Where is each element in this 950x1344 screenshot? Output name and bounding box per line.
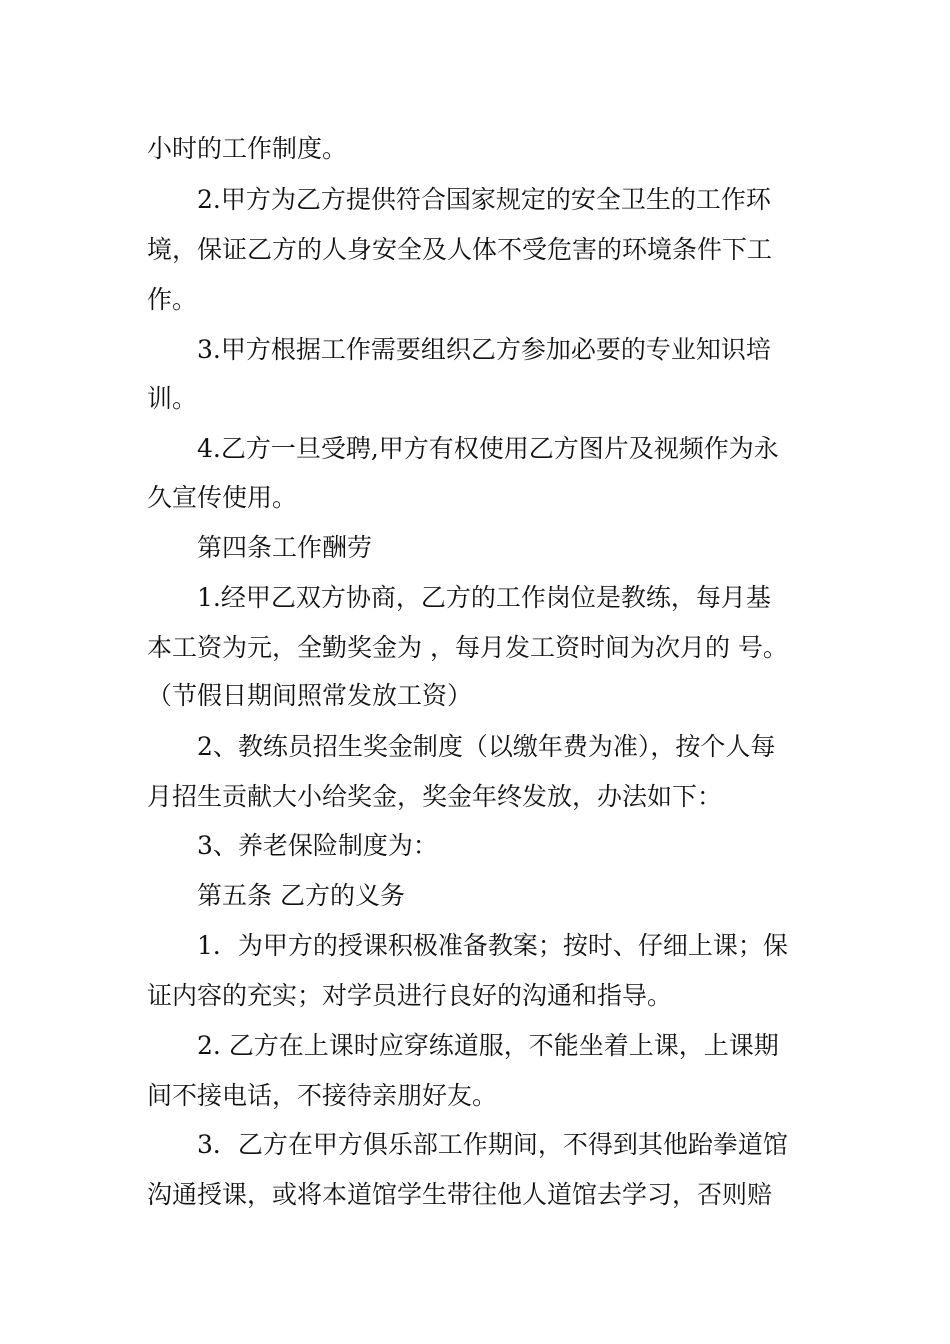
section-heading: 第五条 乙方的义务 [197,881,405,910]
text-line: 间不接电话，不接待亲朋好友。 [147,1081,498,1110]
text-line: 1.经甲乙双方协商，乙方的工作岗位是教练，每月基 [197,583,771,612]
text-line: 月招生贡献大小给奖金，奖金年终发放，办法如下： [147,782,723,811]
text-line: 本工资为元，全勤奖金为 ，每月发工资时间为次月的 号。 [147,633,788,662]
text-line: 境，保证乙方的人身安全及人体不受危害的环境条件下工 [147,235,773,264]
text-line: 2、教练员招生奖金制度（以缴年费为准），按个人每 [197,732,776,761]
text-line: 3、养老保险制度为： [197,831,438,860]
text-line: 3．乙方在甲方俱乐部工作期间，不得到其他跆拳道馆 [197,1130,788,1159]
text-line: 证内容的充实；对学员进行良好的沟通和指导。 [147,981,673,1010]
text-line: 小时的工作制度。 [147,134,348,163]
text-line: 4.乙方一旦受聘,甲方有权使用乙方图片及视频作为永 [197,434,779,463]
text-line: 1．为甲方的授课积极准备教案；按时、仔细上课；保 [197,931,788,960]
text-line: 2.甲方为乙方提供符合国家规定的安全卫生的工作环 [197,185,771,214]
text-line: （节假日期间照常发放工资） [147,681,473,710]
text-line: 作。 [147,285,198,314]
text-line: 3.甲方根据工作需要组织乙方参加必要的专业知识培 [197,335,771,364]
text-line: 沟通授课，或将本道馆学生带往他人道馆去学习，否则赔 [147,1180,773,1209]
text-line: 训。 [147,384,198,413]
section-heading: 第四条工作酬劳 [197,533,373,562]
text-line: 久宣传使用。 [147,483,298,512]
text-line: 2. 乙方在上课时应穿练道服，不能坐着上课，上课期 [197,1031,779,1060]
